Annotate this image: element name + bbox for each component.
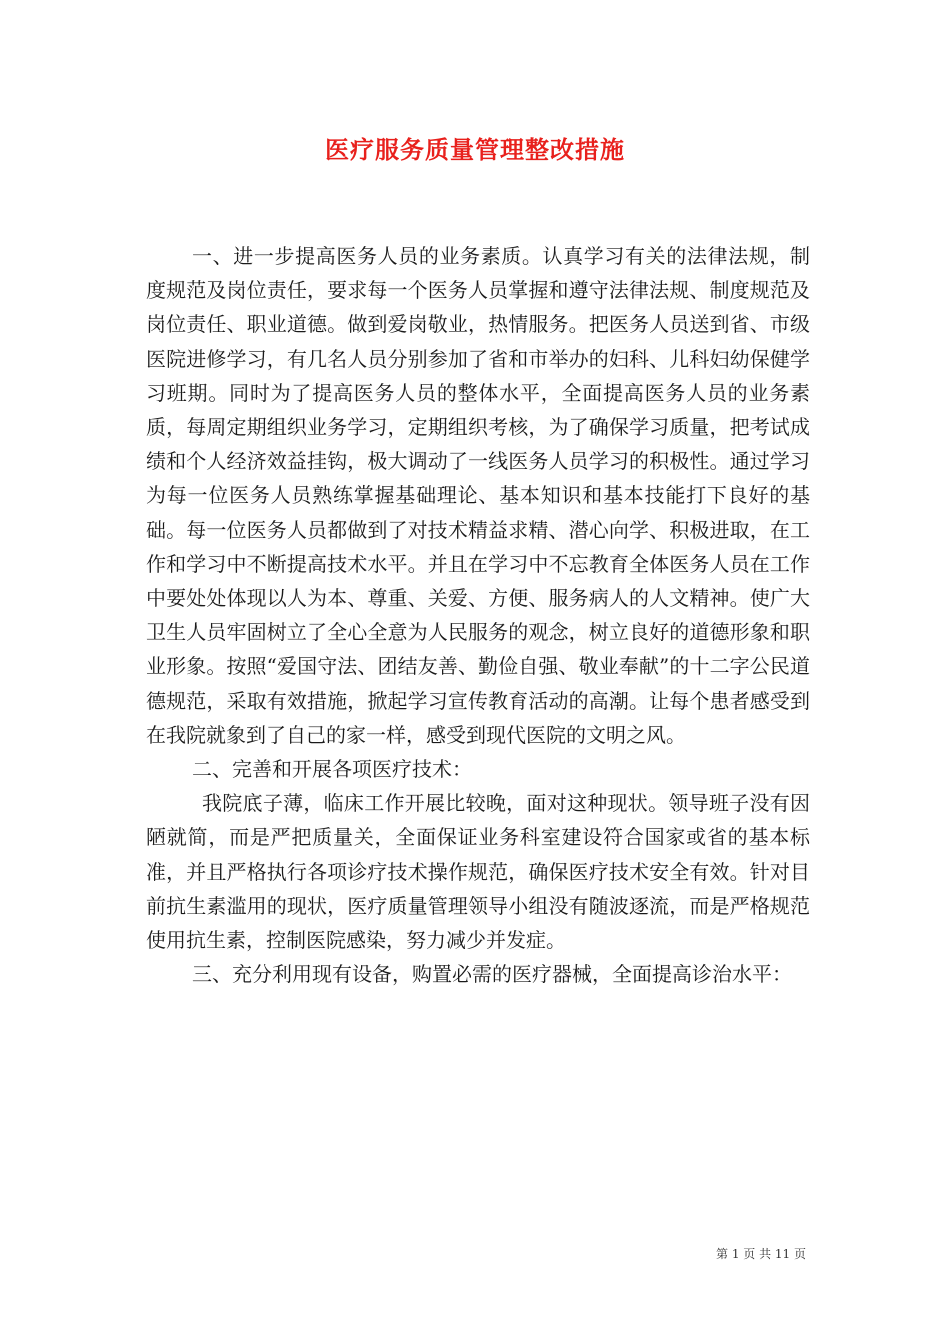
paragraph-3: 我院底子薄，临床工作开展比较晚，面对这种现状。领导班子没有因陋就简，而是严把质量关，全面保证业务科室建设符合国家或省的基本标准，并且严格执行各项诊疗技术操作规范，确保医疗技术安全有效。针对目前抗生素滥用的现状，医疗质量管理领导小组没有随波逐流，而是严格规范使用抗生素，控制医院感染，努力减少并发症。 [146, 791, 810, 953]
page-number-footer: 第 1 页 共 11 页 [716, 1247, 806, 1261]
paragraph-4: 三、充分利用现有设备，购置必需的医疗器械，全面提高诊治水平： [192, 962, 792, 987]
document-body [146, 239, 810, 991]
paragraph-1: 一、进一步提高医务人员的业务素质。认真学习有关的法律法规，制度规范及岗位责任，要求每一个医务人员掌握和遵守法律法规、制度规范及岗位责任、职业道德。做到爱岗敬业，热情服务。把医务人员送到省、市级医院进修学习，有几名人员分别参加了省和市举办的妇科、儿科妇幼保健学习班期。同时为了提高医务人员的整体水平，全面提高医务人员的业务素质，每周定期组织业务学习，定期组织考核，为了确保学习质量，把考试成绩和个人经济效益挂钩，极大调动了一线医务人员学习的积极性。通过学习为每一位医务人员熟练掌握基础理论、基本知识和基本技能打下良好的基础。每一位医务人员都做到了对技术精益求精、潜心向学、积极进取，在工作和学习中不断提高技术水平。并且在学习中不忘教育全体医务人员在工作中要处处体现以人为本、尊重、关爱、方便、服务病人的人文精神。使广大卫生人员牢固树立了全心全意为人民服务的观念，树立良好的道德形象和职业形象。按照“爱国守法、团结友善、勤俭自强、敬业奉献”的十二字公民道德规范，采取有效措施，掀起学习宣传教育活动的高潮。让每个患者感受到在我院就象到了自己的家一样，感受到现代医院的文明之风。 [146, 244, 810, 747]
document-title: 医疗服务质量管理整改措施 [325, 135, 625, 164]
paragraph-2: 二、完善和开展各项医疗技术： [192, 757, 472, 782]
